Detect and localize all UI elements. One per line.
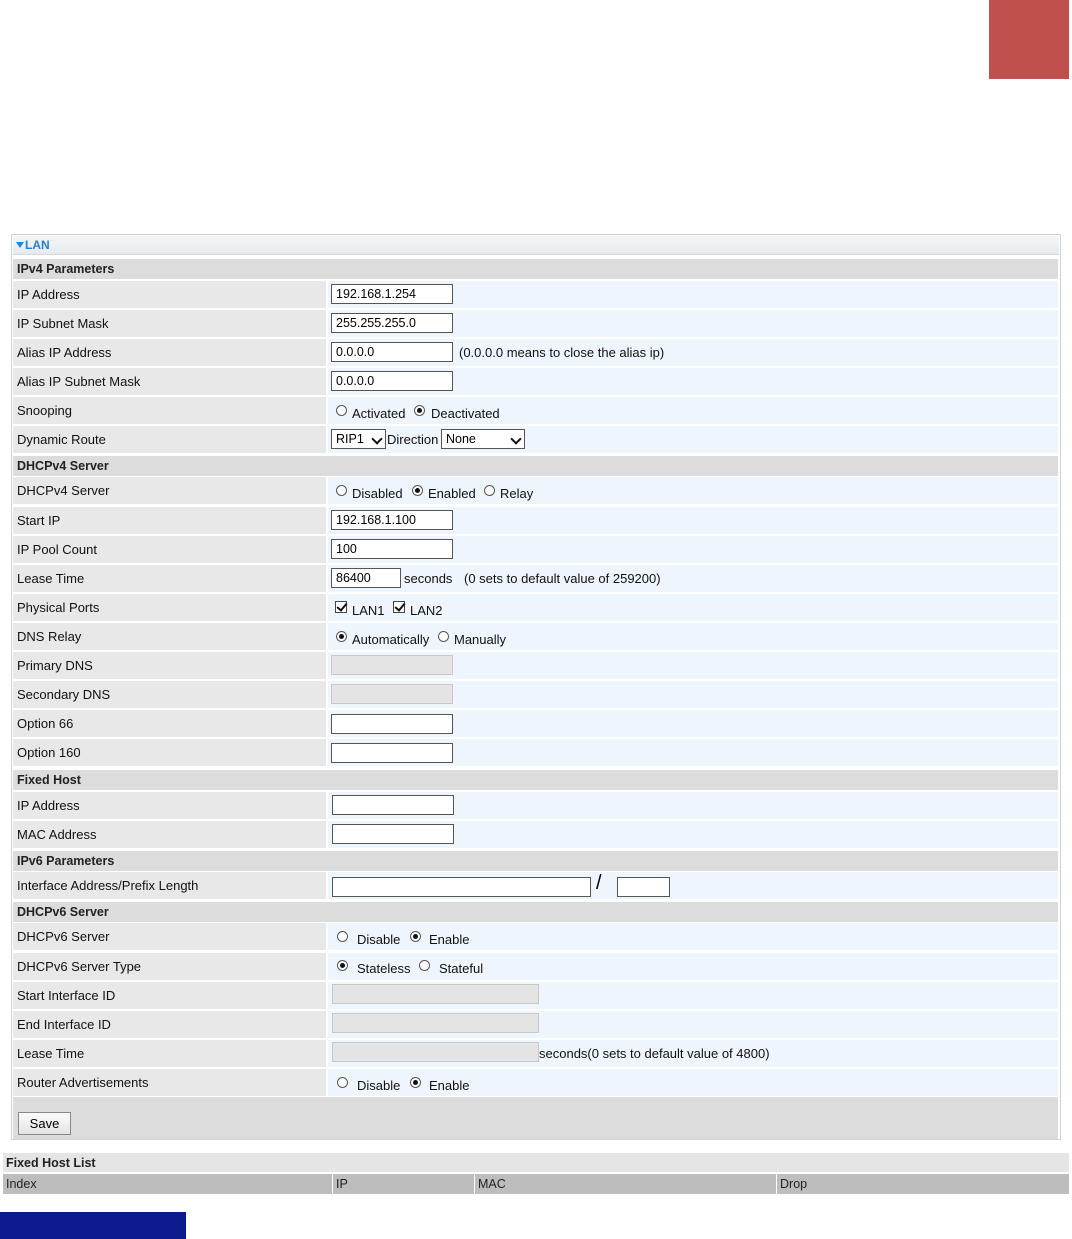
direction-label: Direction [387,432,439,447]
router-adv-option-label: Enable [429,1078,470,1093]
row-alias-mask [13,368,1058,395]
row-dhcpv6-server [13,923,1058,950]
row-start-ip [13,507,1058,534]
port-lan1-checkbox[interactable] [335,601,347,613]
snooping-activated-radio[interactable] [336,405,347,416]
dhcpv4-enabled-radio[interactable] [412,485,423,496]
field-label: Lease Time [17,1046,85,1061]
collapse-triangle-icon [16,242,24,248]
field-label: Router Advertisements [17,1075,149,1090]
option160-input[interactable] [331,743,453,763]
save-button[interactable]: Save [18,1112,71,1135]
fixed-host-list-title-text: Fixed Host List [6,1156,96,1170]
router-adv-disable-radio[interactable] [337,1077,348,1088]
row-start-interface-id [13,982,1058,1009]
dhcpv4-relay-radio[interactable] [484,485,495,496]
dhcpv4-option-label: Disabled [352,486,403,501]
field-label: IP Address [17,798,80,813]
dns-auto-radio[interactable] [336,631,347,642]
rip-select-value: RIP1 [336,432,364,446]
fixed-ip-input[interactable] [332,795,454,815]
field-label: IP Pool Count [17,542,97,557]
option66-input[interactable] [331,714,453,734]
field-label: MAC Address [17,827,97,842]
snooping-deactivated-radio[interactable] [414,405,425,416]
v6-lease-time-input[interactable] [332,1042,539,1062]
dns-option-label: Manually [454,632,507,647]
column-header-text: Index [6,1177,37,1191]
dhcpv6-stateless-radio[interactable] [337,960,348,971]
pool-count-input[interactable]: 100 [331,539,453,559]
panel-title[interactable] [16,238,50,252]
column-header-text: MAC [478,1177,506,1191]
row-end-interface-id [13,1011,1058,1038]
alias-ip-note: (0.0.0.0 means to close the alias ip) [459,345,665,360]
field-label: Start IP [17,513,61,528]
direction-select-value: None [446,432,476,446]
dhcpv6-stateful-radio[interactable] [419,960,430,971]
row-dns-relay [13,623,1058,650]
dhcpv6-type-label: Stateless [357,961,411,976]
rip-select[interactable] [331,429,386,449]
column-header-text: IP [336,1177,348,1191]
field-label: DHCPv4 Server [17,483,110,498]
section-dhcpv6 [13,902,1058,922]
row-secondary-dns [13,681,1058,708]
dhcpv6-disable-radio[interactable] [337,931,348,942]
section-title: DHCPv4 Server [17,459,109,473]
snooping-option-label: Deactivated [431,406,500,421]
direction-select[interactable] [441,429,525,449]
section-title: IPv6 Parameters [17,854,115,868]
row-fixed-ip [13,792,1058,819]
lease-time-note: (0 sets to default value of 259200) [464,571,661,586]
page-corner-decoration [989,0,1069,79]
row-router-adv [13,1069,1058,1096]
column-header-index [3,1174,332,1194]
lease-time-unit: seconds [404,571,453,586]
interface-address-input[interactable] [332,877,591,897]
v6-lease-time-note: seconds(0 sets to default value of 4800) [539,1046,770,1061]
prefix-length-input[interactable] [617,877,670,897]
section-title: DHCPv6 Server [17,905,109,919]
field-label: Lease Time [17,571,85,586]
lan-panel-header[interactable] [13,236,1059,255]
field-label: Secondary DNS [17,687,111,702]
start-ip-input[interactable]: 192.168.1.100 [331,510,453,530]
row-ip-address [13,281,1058,308]
field-label: Primary DNS [17,658,93,673]
fixed-host-list-title [3,1153,1069,1172]
field-label: Start Interface ID [17,988,116,1003]
snooping-option-label: Activated [352,406,406,421]
chevron-down-icon [510,433,521,444]
column-header-drop [776,1174,1069,1194]
router-adv-enable-radio[interactable] [410,1077,421,1088]
port-lan2-checkbox[interactable] [393,601,405,613]
section-title: IPv4 Parameters [17,262,115,276]
dhcpv6-enable-radio[interactable] [410,931,421,942]
prefix-separator: / [596,872,602,894]
port-label: LAN2 [410,603,443,618]
field-label: Option 66 [17,716,74,731]
end-interface-id-input[interactable] [332,1013,539,1033]
row-pool-count [13,536,1058,563]
field-label: Alias IP Address [17,345,112,360]
dhcpv6-type-label: Stateful [439,961,484,976]
field-label: IP Subnet Mask [17,316,109,331]
row-fixed-mac [13,821,1058,848]
field-label: Option 160 [17,745,81,760]
fixed-mac-input[interactable] [332,824,454,844]
panel-title-text: LAN [25,238,50,252]
row-interface-prefix [13,872,1058,899]
dhcpv6-option-label: Disable [357,932,401,947]
chevron-down-icon [371,433,382,444]
section-title: Fixed Host [17,773,81,787]
column-header-mac [474,1174,776,1194]
port-label: LAN1 [352,603,385,618]
row-option66 [13,710,1058,737]
lease-time-input[interactable]: 86400 [331,568,401,588]
section-fixed-host [13,770,1058,790]
row-lease-time [13,565,1058,592]
field-label: IP Address [17,287,80,302]
section-dhcpv4 [13,456,1058,476]
field-label: DHCPv6 Server Type [17,959,142,974]
section-ipv4 [13,259,1058,279]
field-label: Dynamic Route [17,432,106,447]
dhcpv4-disabled-radio[interactable] [336,485,347,496]
dns-manual-radio[interactable] [438,631,449,642]
page-footer-bar [0,1212,186,1239]
primary-dns-input[interactable] [331,655,453,675]
field-label: End Interface ID [17,1017,111,1032]
row-physical-ports [13,594,1058,621]
row-subnet-mask [13,310,1058,337]
dhcpv6-option-label: Enable [429,932,470,947]
field-label: Interface Address/Prefix Length [17,878,199,893]
secondary-dns-input[interactable] [331,684,453,704]
row-snooping [13,397,1058,424]
save-bar [13,1097,1058,1139]
subnet-mask-input[interactable]: 255.255.255.0 [331,313,453,333]
dhcpv4-option-label: Relay [500,486,534,501]
alias-mask-input[interactable]: 0.0.0.0 [331,371,453,391]
start-interface-id-input[interactable] [332,984,539,1004]
row-v6-lease-time [13,1040,1058,1067]
column-header-text: Drop [780,1177,808,1191]
dns-option-label: Automatically [352,632,430,647]
alias-ip-input[interactable]: 0.0.0.0 [331,342,453,362]
row-dynamic-route [13,426,1058,453]
row-primary-dns [13,652,1058,679]
field-label: Snooping [17,403,72,418]
router-adv-option-label: Disable [357,1078,401,1093]
row-dhcpv4-server [13,477,1058,504]
field-label: Alias IP Subnet Mask [17,374,141,389]
column-header-ip [332,1174,474,1194]
row-option160 [13,739,1058,766]
ip-address-input[interactable]: 192.168.1.254 [331,284,453,304]
fixed-host-list-header [3,1174,1069,1194]
field-label: DNS Relay [17,629,82,644]
row-dhcpv6-server-type [13,953,1058,980]
field-label: Physical Ports [17,600,100,615]
section-ipv6 [13,851,1058,871]
dhcpv4-option-label: Enabled [428,486,476,501]
field-label: DHCPv6 Server [17,929,110,944]
row-alias-ip [13,339,1058,366]
